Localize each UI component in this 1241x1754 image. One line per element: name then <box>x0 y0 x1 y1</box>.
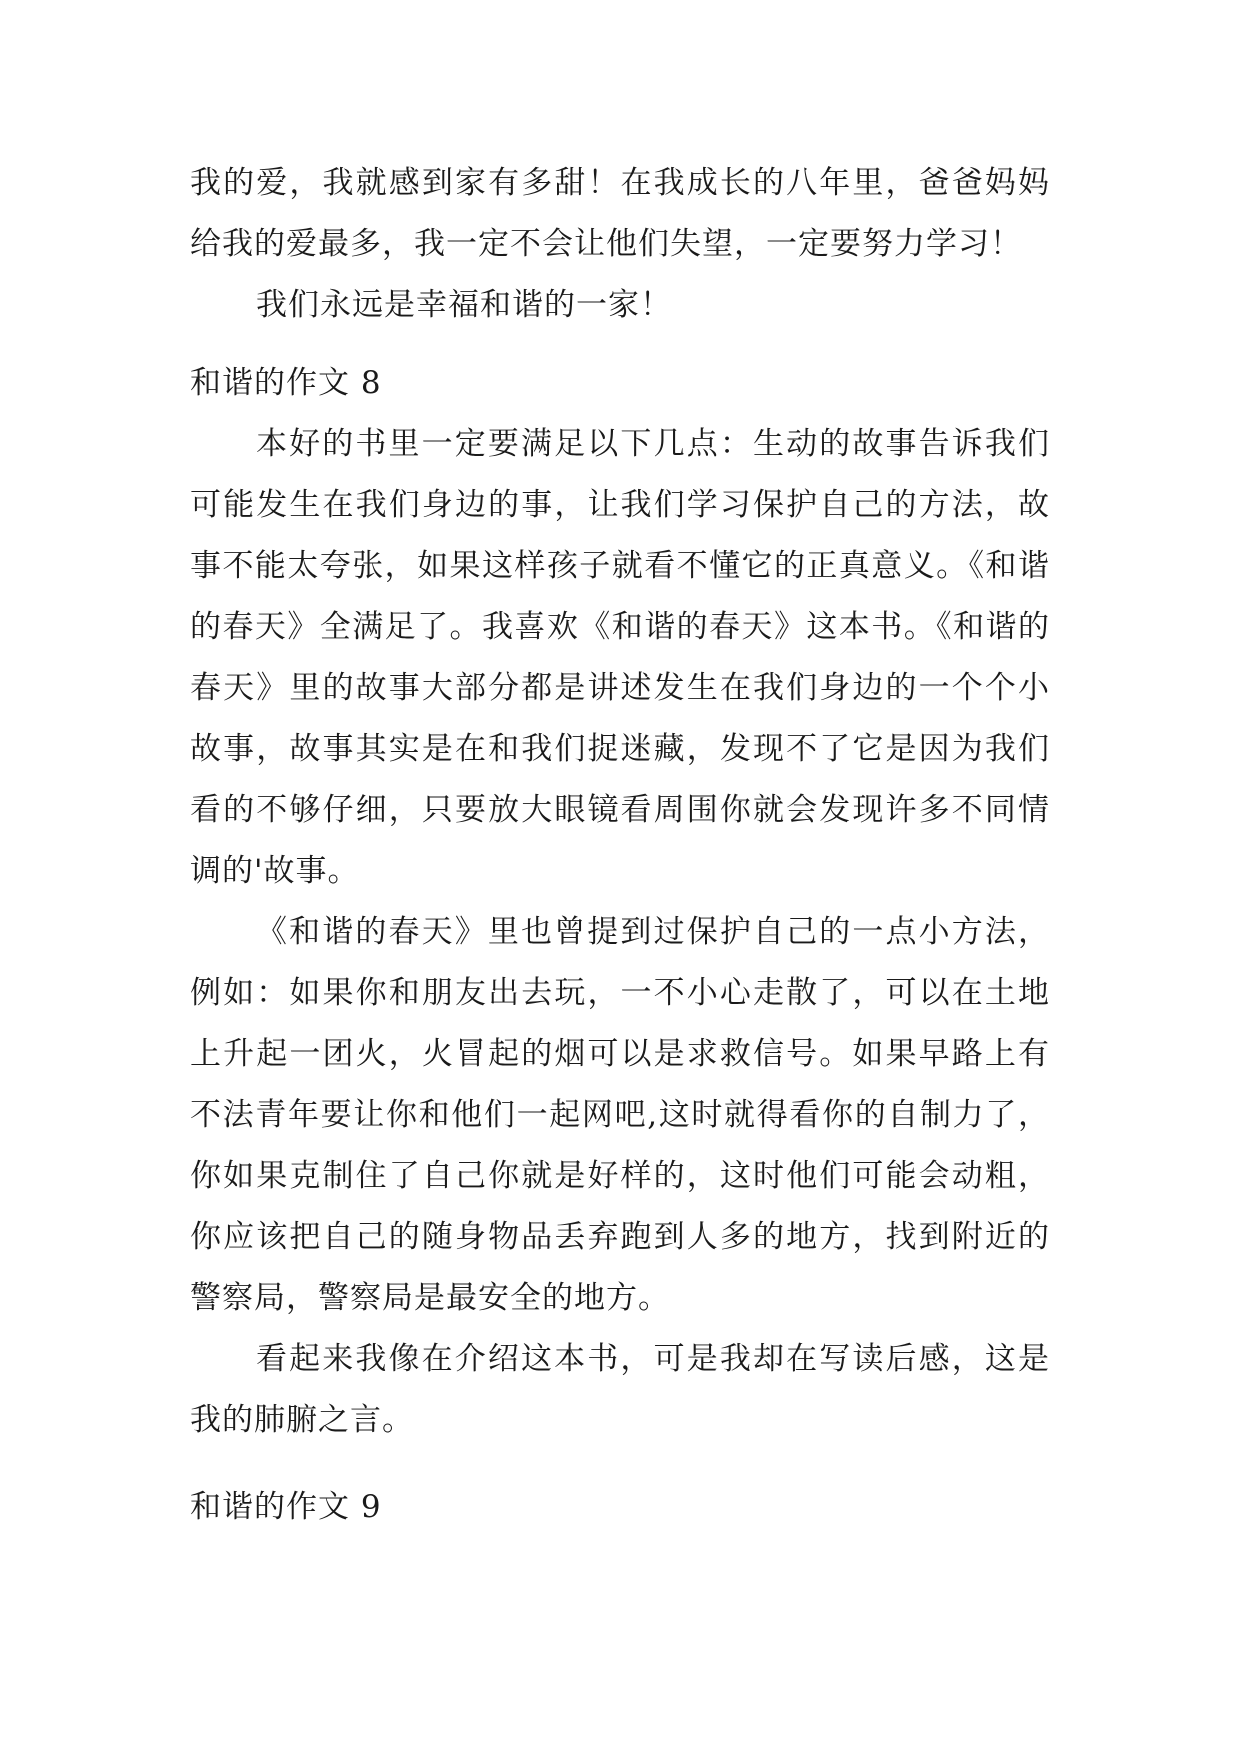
section-8-paragraph-2: 《和谐的春天》里也曾提到过保护自己的一点小方法，例如：如果你和朋友出去玩，一不小心走散了，可以在土地上升起一团火，火冒起的烟可以是求救信号。如果早路上有不法青年要让你和他们一起网吧,这时就得看你的自制力了，你如果克制住了自己你就是好样的，这时他们可能会动粗，你应该把自己的随身物品丢弃跑到人多的地方，找到附近的警察局，警察局是最安全的地方。 <box>190 914 1050 1316</box>
section-8-body <box>190 414 1050 1451</box>
section-8-title: 和谐的作文 8 <box>190 365 382 401</box>
intro-paragraph-1: 我的爱，我就感到家有多甜！在我成长的八年里，爸爸妈妈给我的爱最多，我一定不会让他们失望，一定要努力学习！ <box>190 165 1050 262</box>
section-8-paragraph-3: 看起来我像在介绍这本书，可是我却在写读后感，这是我的肺腑之言。 <box>190 1341 1050 1438</box>
section-9-title: 和谐的作文 9 <box>190 1489 382 1525</box>
intro-block <box>190 153 1050 336</box>
intro-paragraph-2: 我们永远是幸福和谐的一家！ <box>256 287 672 323</box>
section-8-paragraph-1: 本好的书里一定要满足以下几点：生动的故事告诉我们可能发生在我们身边的事，让我们学习保护自己的方法，故事不能太夸张，如果这样孩子就看不懂它的正真意义。《和谐的春天》全满足了。我喜欢《和谐的春天》这本书。《和谐的春天》里的故事大部分都是讲述发生在我们身边的一个个小故事，故事其实是在和我们捉迷藏，发现不了它是因为我们看的不够仔细，只要放大眼镜看周围你就会发现许多不同情调的'故事。 <box>190 426 1050 889</box>
